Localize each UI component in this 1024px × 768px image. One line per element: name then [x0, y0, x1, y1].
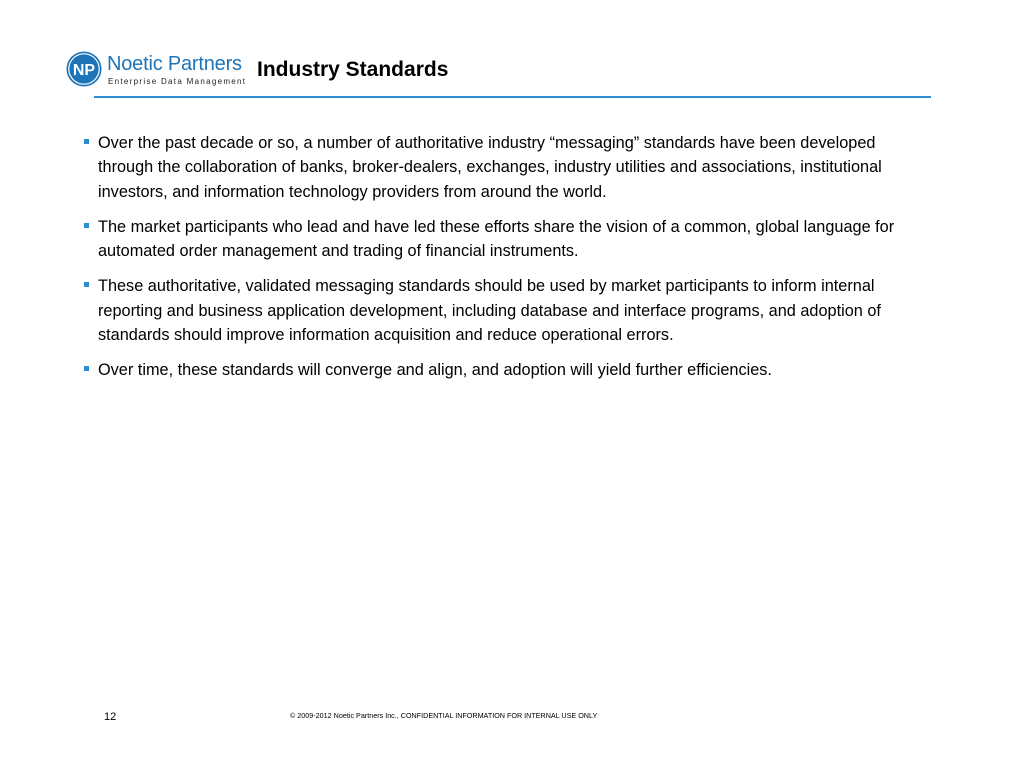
bullet-list	[82, 131, 932, 394]
copyright-notice: © 2009-2012 Noetic Partners Inc., CONFIDENTIAL INFORMATION FOR INTERNAL USE ONLY	[290, 711, 598, 720]
bullet-item	[82, 131, 932, 204]
bullet-text: The market participants who lead and have led these efforts share the vision of a common, global language for automated order management and trading of financial instruments.	[98, 217, 895, 261]
np-logo-badge-icon	[66, 51, 102, 87]
square-bullet-icon	[84, 282, 89, 287]
square-bullet-icon	[84, 223, 89, 228]
bullet-item	[82, 274, 932, 347]
square-bullet-icon	[84, 139, 89, 144]
company-logo	[66, 50, 256, 92]
title-divider	[94, 96, 931, 98]
bullet-item	[82, 215, 932, 264]
page-number: 12	[104, 711, 117, 723]
bullet-item	[82, 358, 932, 382]
page-title: Industry Standards	[257, 58, 449, 81]
bullet-text: Over the past decade or so, a number of authoritative industry “messaging” standards have been developed through the collaboration of banks, broker-dealers, exchanges, industry utilities and associations, institutional investors, and information technology providers from around the world.	[98, 134, 882, 201]
square-bullet-icon	[84, 366, 89, 371]
bullet-text: These authoritative, validated messaging standards should be used by market participants to inform internal reporting and business application development, including database and interface programs, and adoption of standards should improve information acquisition and reduce operational errors.	[98, 277, 881, 345]
bullet-text: Over time, these standards will converge and align, and adoption will yield further efficiencies.	[98, 361, 772, 380]
logo-name: Noetic Partners	[107, 53, 242, 75]
logo-tagline: Enterprise Data Management	[108, 77, 247, 86]
logo-monogram: NP	[72, 62, 96, 79]
